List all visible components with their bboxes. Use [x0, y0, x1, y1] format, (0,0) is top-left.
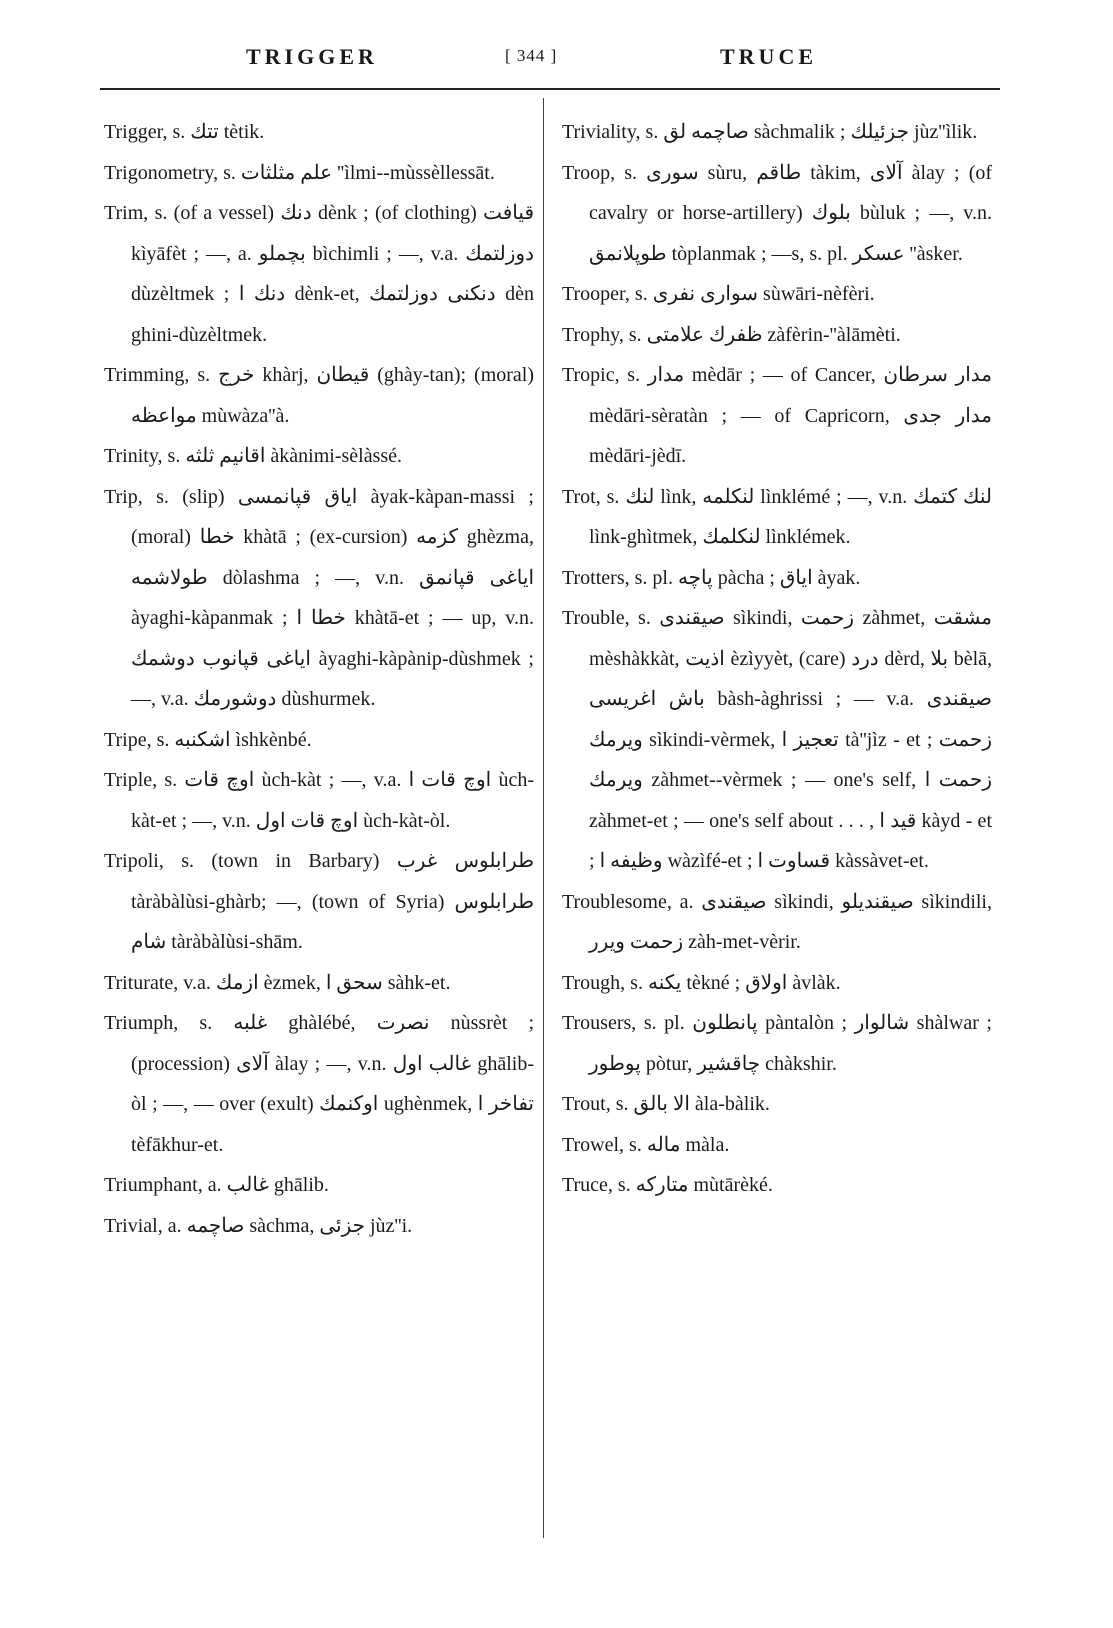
- entry-trinity: Trinity, s. اقانيم ثلثه àkànimi-sèlàssé.: [104, 445, 403, 467]
- page-number: [ 344 ]: [505, 46, 558, 65]
- entry-trigonometry: Trigonometry, s. علم مثلثات ''ìlmi--mùssèllessāt.: [104, 161, 495, 184]
- header-rule: [100, 88, 1000, 90]
- left-column: [104, 112, 534, 1246]
- entry-troublesome: Troublesome, a. صيقندى sìkindi, صيقنديلو sìkindili, زحمت ويرر zàh-met-vèrir.: [562, 890, 992, 953]
- header-left-guide-word: TRIGGER: [246, 44, 378, 69]
- entry-trotters: Trotters, s. pl. پاچه pàcha ; اياق àyak.: [562, 566, 861, 589]
- entry-trivial: Trivial, a. صاچمه sàchma, جزئى jùz''i.: [104, 1214, 413, 1237]
- entry-trowel: Trowel, s. ماله màla.: [562, 1133, 730, 1156]
- entry-triumphant: Triumphant, a. غالب ghālib.: [104, 1174, 329, 1196]
- entry-triumph: Triumph, s. غلبه ghàlébé, نصرت nùssrèt ; (procession) آلاى àlay ; —, v.n. غالب اول ghālib-òl ; —, — over (exult) اوكنمك ughènmek, تفاخر ا tèfākhur-et.: [104, 1012, 534, 1156]
- entry-triturate: Triturate, v.a. ازمك èzmek, سحق ا sàhk-et.: [104, 971, 451, 994]
- running-header: [0, 44, 1113, 80]
- entry-truce: Truce, s. متاركه mùtārèké.: [562, 1174, 773, 1196]
- header-right-guide-word: TRUCE: [720, 44, 818, 69]
- entry-tropic: Tropic, s. مدار mèdār ; — of Cancer, مدار سرطان mèdāri-sèratàn ; — of Capricorn, مدار جدى mèdāri-jèdī.: [562, 364, 992, 467]
- entry-triviality: Triviality, s. صاچمه لق sàchmalik ; جزئيلك jùz''ìlik.: [562, 121, 978, 143]
- entry-triple: Triple, s. اوچ قات ùch-kàt ; —, v.a. اوچ قات ا ùch-kàt-et ; —, v.n. اوچ قات اول ùch-kàt-òl.: [104, 769, 534, 832]
- entry-trip: Trip, s. (slip) اياق قپانمسى àyak-kàpan-massi ; (moral) خطا khàtā ; (ex-cursion) كزمه ghèzma, طولاشمه dòlashma ; —, v.n. اياغى قپانمق àyaghi-kàpanmak ; خطا ا khàtā-et ; — up, v.n. اياغى قپانوب دوشمك àyaghi-kàpànip-dùshmek ; —, v.a. دوشورمك dùshurmek.: [104, 485, 534, 710]
- entry-tripoli: Tripoli, s. (town in Barbary) طرابلوس غرب tàràbàlùsi-ghàrb; —, (town of Syria) طرابلوس شام tàràbàlùsi-shām.: [104, 850, 535, 953]
- entry-trigger: Trigger, s. تتك tètik.: [104, 121, 265, 143]
- entry-trough: Trough, s. يكنه tèkné ; اولاق àvlàk.: [562, 971, 841, 994]
- entry-trim: Trim, s. (of a vessel) دنك dènk ; (of clothing) قيافت kìyāfèt ; —, a. بچملو bìchimli ; —, v.a. دوزلتمك dùzèltmek ; دنك ا dènk-et, دنكنى دوزلتمك dèn ghini-dùzèltmek.: [104, 202, 534, 346]
- right-column: [562, 112, 992, 1206]
- entry-trout: Trout, s. الا بالق àla-bàlik.: [562, 1093, 770, 1115]
- column-divider: [543, 98, 544, 1538]
- entry-trot: Trot, s. لنك lìnk, لنكلمه lìnklémé ; —, v.n. لنك كتمك lìnk-ghìtmek, لنكلمك lìnklémek.: [562, 485, 992, 548]
- entry-trooper: Trooper, s. سوارى نفرى sùwāri-nèfèri.: [562, 283, 875, 305]
- entry-tripe: Tripe, s. اشكنبه ìshkènbé.: [104, 728, 312, 751]
- entry-trimming: Trimming, s. خرج khàrj, قيطان (ghày-tan); (moral) مواعظه mùwàza''à.: [104, 364, 535, 427]
- entry-trouble: Trouble, s. صيقندى sìkindi, زحمت zàhmet, مشقت mèshàkkàt, اذيت èzìyyèt, (care) درد dèrd, بلا bèlā, باش اغريسى bàsh-àghrissi ; — v.a. صيقندى ويرمك sìkindi-vèrmek, تعجيز ا tà''jìz - et ; زحمت ويرمك zàhmet--vèrmek ; — one's self, زحمت ا zàhmet-et ; — one's self about . . . , قيد ا kàyd - et ; وظيفه ا wàzìfé-et ; قساوت ا kàssàvet-et.: [562, 607, 993, 872]
- entry-trousers: Trousers, s. pl. پانطلون pàntalòn ; شالوار shàlwar ; پوطور pòtur, چاقشير chàkshir.: [562, 1012, 992, 1075]
- entry-trophy: Trophy, s. ظفرك علامتى zàfèrin-''àlāmèti.: [562, 323, 901, 346]
- entry-troop: Troop, s. سورى sùru, طاقم tàkim, آلاى àlay ; (of cavalry or horse-artillery) بلوك bùluk ; —, v.n. طوپلانمق tòplanmak ; —s, s. pl. عسكر ''àsker.: [562, 161, 993, 265]
